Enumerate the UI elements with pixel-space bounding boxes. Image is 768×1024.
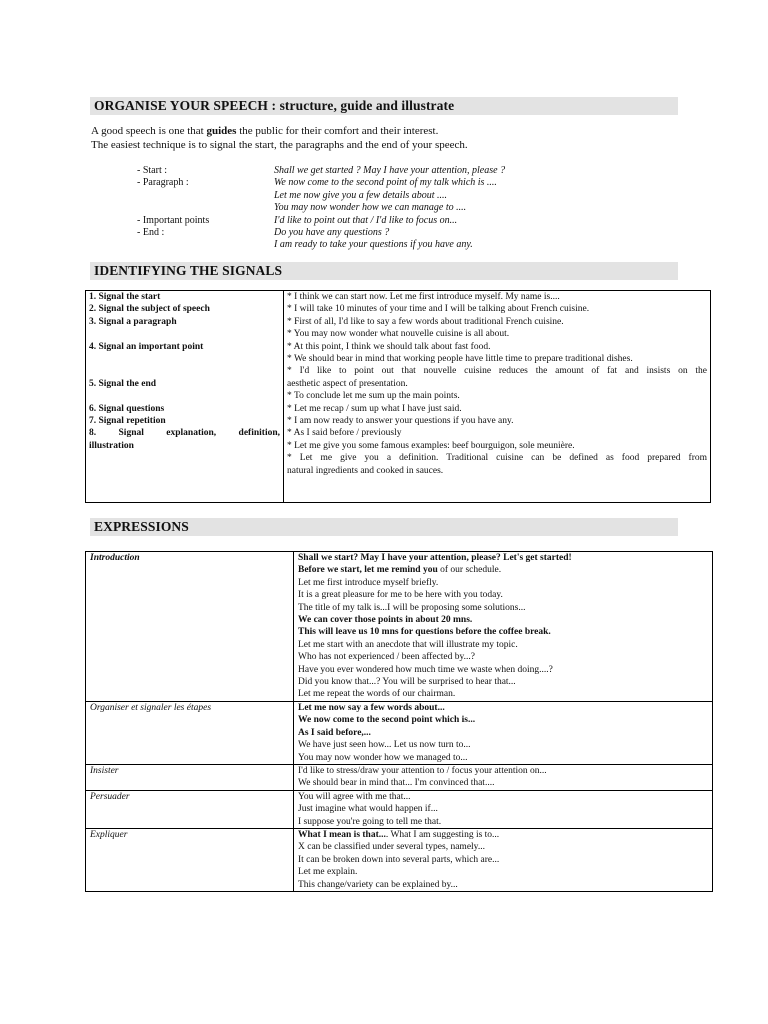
signal-label: 7. Signal repetition [89,416,166,426]
expression-text: Let me first introduce myself briefly. [298,577,439,588]
expression-line [298,614,708,626]
expression-line [298,702,708,714]
expression-line [298,727,708,739]
signal-list-row [137,239,697,251]
signal-example: * We should bear in mind that working people have little time to prepare traditional dishes. [287,354,633,365]
expression-line [298,841,708,853]
expression-text: You may now wonder how we managed to... [298,752,468,763]
expression-line [298,602,708,614]
expression-lines [294,701,713,764]
expression-text: This change/variety can be explained by... [298,879,458,890]
expression-text: The title of my talk is...I will be proposing some solutions... [298,602,526,613]
expression-line [298,589,708,601]
expression-line [298,752,708,764]
signal-example: aesthetic aspect of presentation. [287,378,408,389]
expression-text: Let me now say a few words about... [298,702,445,713]
expression-line [298,791,708,803]
expression-text: Who has not experienced / been affected by...? [298,652,475,663]
expression-line [298,765,708,777]
signal-label [89,390,280,402]
signal-list-phrase: Let me now give you a few details about .... [274,189,448,201]
expression-lines [294,764,713,790]
intro-line-1: A good speech is one that guides the public for their comfort and their interest. [91,125,439,137]
signal-example: * As I said before / previously [287,428,402,439]
expression-line [298,552,708,564]
expression-line [298,577,708,589]
signal-example: * Let me recap / sum up what I have just said. [287,403,462,414]
signal-list-label: - Start : [137,165,167,176]
expression-line [298,664,708,676]
expression-category: Expliquer [86,828,294,891]
signal-list-row [137,227,697,239]
signal-list-phrase: Do you have any questions ? [274,226,390,238]
expression-category: Introduction [86,552,294,702]
expression-text-tail: . What I am suggesting is to... [385,829,500,840]
signal-example: natural ingredients and cooked in sauces. [287,465,444,476]
signal-label: 2. Signal the subject of speech [89,304,210,315]
expression-category: Organiser et signaler les étapes [86,701,294,764]
expression-text: Just imagine what would happen if... [298,804,438,815]
expression-text: Shall we start? May I have your attention, please? Let's get started! [298,553,572,563]
signal-label [89,353,280,365]
signal-list-label: - Important points [137,214,210,226]
expression-text: We now come to the second point which is... [298,715,476,726]
expression-line [298,739,708,751]
expression-row [86,552,713,702]
expressions-table [85,551,713,892]
signal-list-row [137,202,697,214]
section-header-expressions: EXPRESSIONS [90,518,678,536]
expression-text-tail: of our schedule. [437,565,502,576]
signal-label: 5. Signal the end [89,378,157,389]
expression-text: It is a great pleasure for me to be here with you today. [298,590,503,601]
expression-line [298,803,708,815]
expression-text: We have just seen how... Let us now turn to... [298,740,471,751]
section-header-organise: ORGANISE YOUR SPEECH : structure, guide and illustrate [90,97,678,115]
signals-list [137,165,697,252]
signal-example: * To conclude let me sum up the main points. [287,391,460,402]
expression-text: Did you know that...? You will be surprised to hear that... [298,677,516,688]
expression-line [298,866,708,878]
expression-lines [294,790,713,828]
signal-label [89,328,280,340]
expression-line [298,564,708,576]
expression-line [298,829,708,841]
signals-table-labels [86,291,284,503]
signal-example: * I will take 10 minutes of your time and I will be talking about French cuisine. [287,304,590,315]
signal-example: * First of all, I'd like to say a few words about traditional French cuisine. [287,316,564,327]
expression-line [298,676,708,688]
expression-line [298,639,708,651]
signals-table [85,290,711,503]
expression-line [298,777,708,789]
expression-text: You will agree with me that... [298,791,411,802]
signal-label: 4. Signal an important point [89,341,204,352]
signal-list-label: - End : [137,226,165,238]
expression-text: X can be classified under several types, namely... [298,842,485,853]
section-header-identifying: IDENTIFYING THE SIGNALS [90,262,678,280]
expression-line [298,626,708,638]
expression-line [298,714,708,726]
signal-label: 8. Signal explanation, definition, [89,428,280,439]
signal-label: 6. Signal questions [89,403,165,414]
expression-text: We should bear in mind that... I'm convinced that.... [298,778,495,789]
expression-text: As I said before,... [298,727,371,738]
signal-example: * Let me give you some famous examples: beef bourguigon, sole meunière. [287,440,575,451]
expression-text: Have you ever wondered how much time we waste when doing....? [298,664,553,675]
expression-lines [294,828,713,891]
expression-text: We can cover those points in about 20 mns. [298,615,473,626]
expression-line [298,688,708,700]
signal-list-phrase: You may now wonder how we can manage to .... [274,202,467,214]
signal-example: * At this point, I think we should talk about fast food. [287,341,491,352]
expression-line [298,854,708,866]
signals-table-examples [284,291,711,503]
signal-list-row [137,190,697,202]
intro-line-2: The easiest technique is to signal the start, the paragraphs and the end of your speech. [91,139,468,151]
expression-text: What I mean is that... [298,829,386,840]
signal-label: 1. Signal the start [89,292,161,302]
signal-label: illustration [89,440,134,451]
expression-line [298,651,708,663]
signal-example: * I think we can start now. Let me first introduce myself. My name is.... [287,292,560,302]
signal-label [89,365,280,377]
expression-text: I'd like to stress/draw your attention to / focus your attention on... [298,765,547,776]
expression-category: Persuader [86,790,294,828]
signal-list-row [137,177,697,189]
signal-list-phrase: We now come to the second point of my talk which is .... [274,177,497,189]
signal-example: * Let me give you a definition. Traditional cuisine can be defined as food prepared from [287,453,707,464]
signal-example: * I am now ready to answer your questions if you have any. [287,416,514,427]
signal-list-row [137,165,697,177]
expression-lines [294,552,713,702]
signal-example: * I'd like to point out that nouvelle cuisine reduces the amount of fat and insists on the [287,366,707,377]
signal-example: * You may now wonder what nouvelle cuisine is all about. [287,329,510,340]
expression-row [86,701,713,764]
signal-list-row [137,215,697,227]
expression-row [86,828,713,891]
expression-line [298,879,708,891]
expression-text: Before we start, let me remind you [298,565,438,576]
intro-paragraph [91,124,691,152]
expression-text: This will leave us 10 mns for questions before the coffee break. [298,627,551,638]
signal-list-phrase: I am ready to take your questions if you have any. [274,239,473,251]
signal-list-phrase: Shall we get started ? May I have your attention, please ? [274,165,506,176]
expression-text: It can be broken down into several parts, which are... [298,854,500,865]
expression-row [86,764,713,790]
signal-list-phrase: I'd like to point out that / I'd like to focus on... [274,214,458,226]
expression-category: Insister [86,764,294,790]
expression-line [298,816,708,828]
expression-text: I suppose you're going to tell me that. [298,816,442,827]
signal-label: 3. Signal a paragraph [89,316,177,327]
expression-text: Let me repeat the words of our chairman. [298,689,456,700]
expression-text: Let me start with an anecdote that will illustrate my topic. [298,639,518,650]
signal-list-label: - Paragraph : [137,177,189,189]
expression-text: Let me explain. [298,867,358,878]
expression-row [86,790,713,828]
